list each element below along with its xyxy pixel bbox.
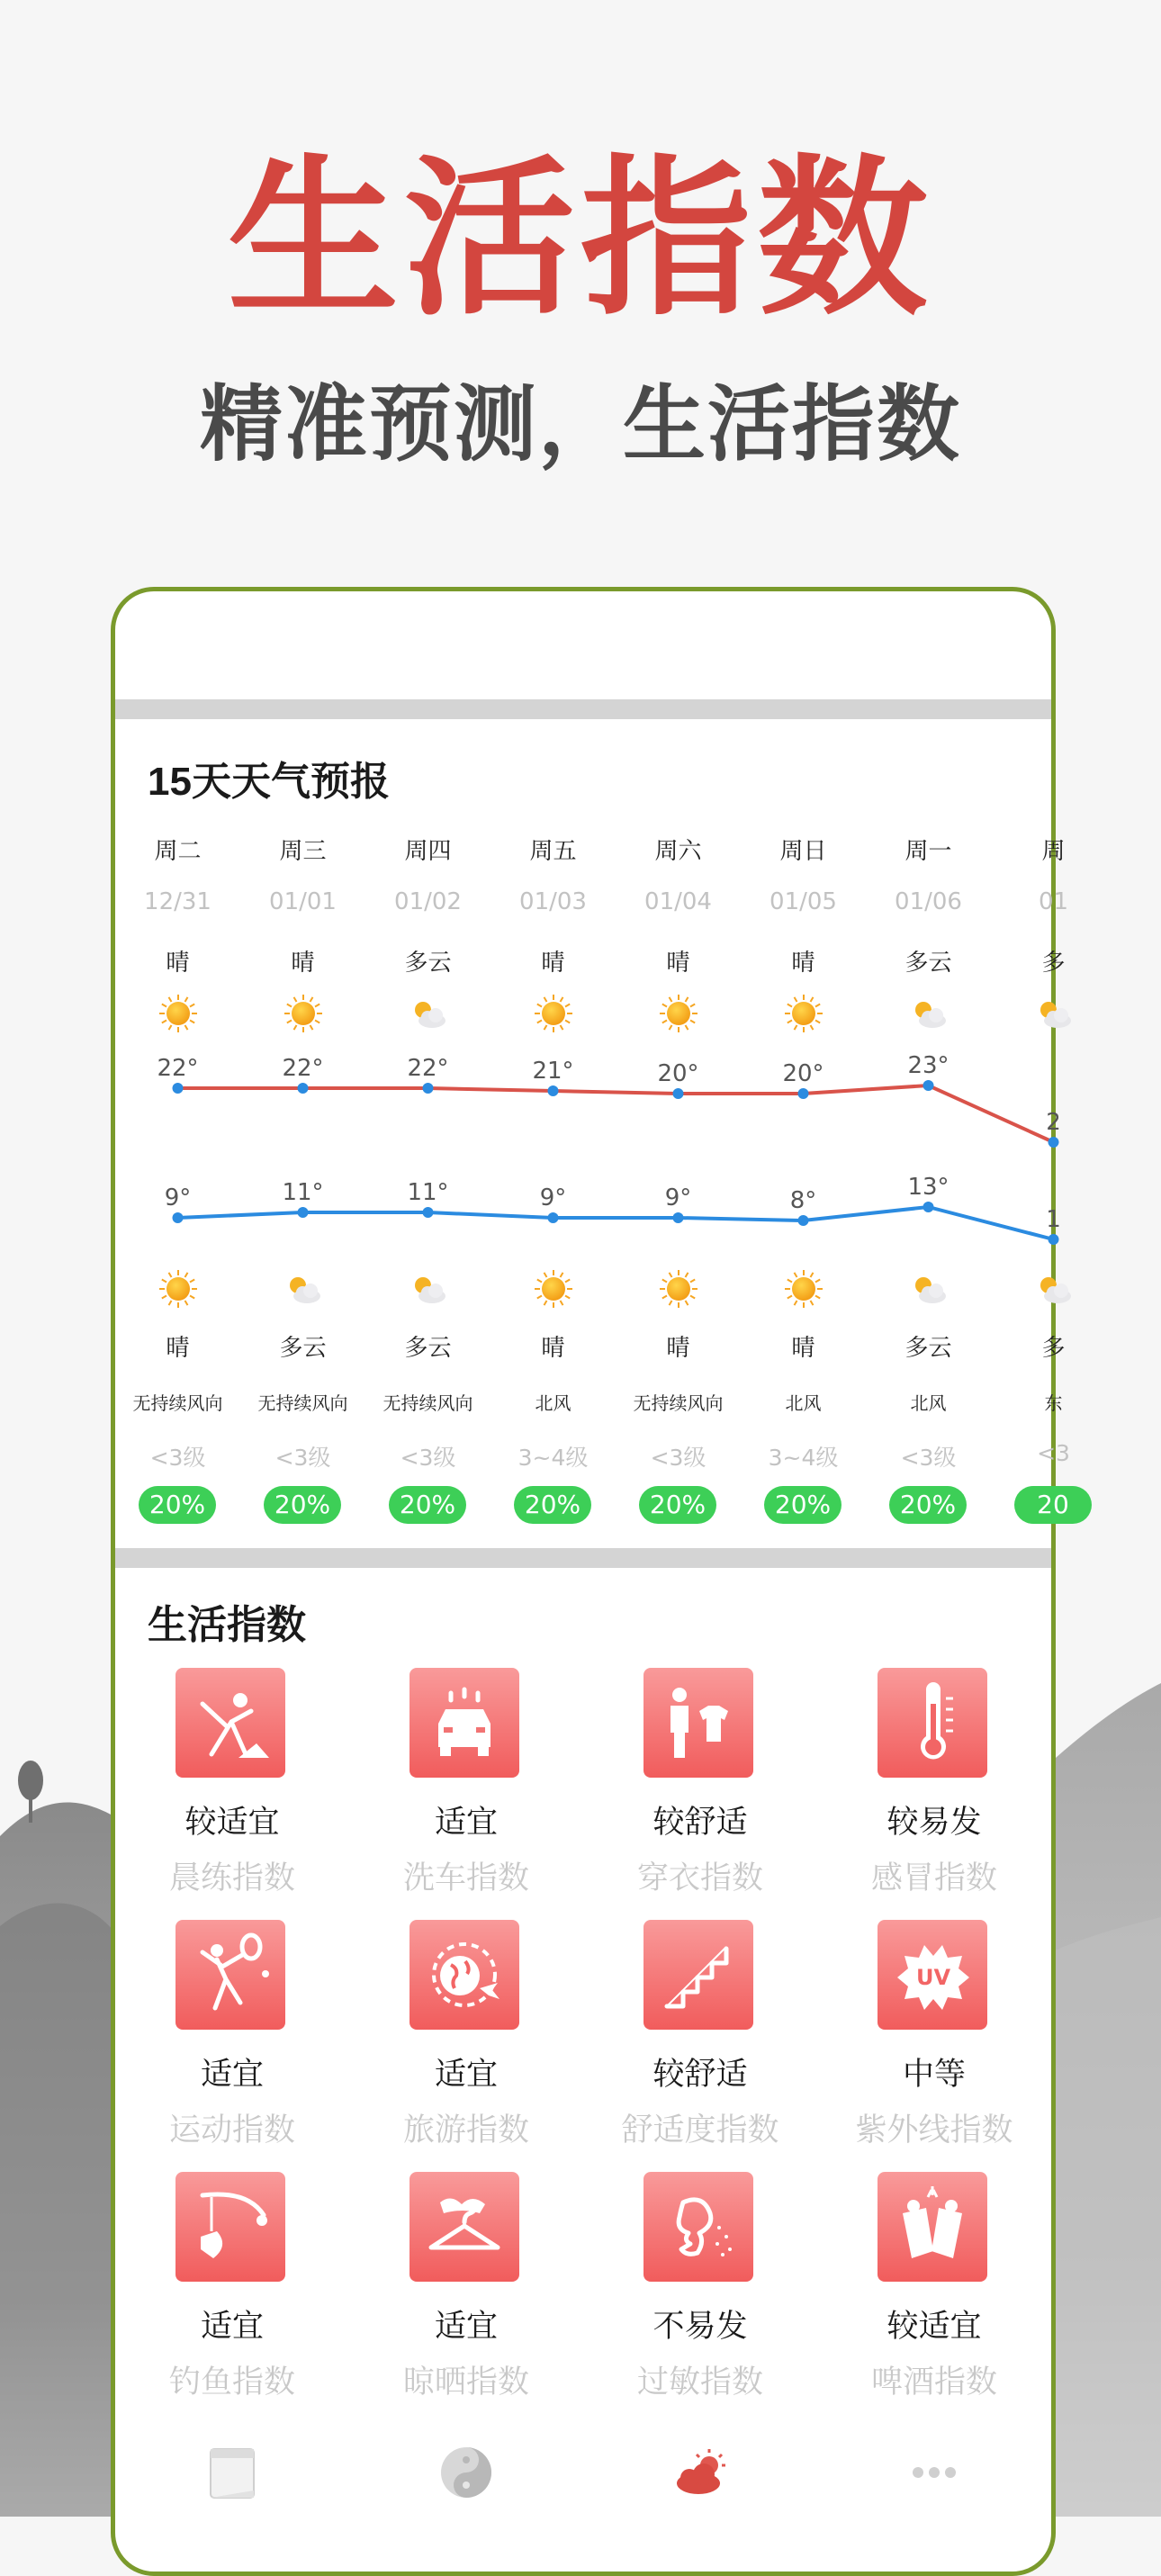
weekday-label: 周五 bbox=[529, 838, 577, 865]
date-label: 01/04 bbox=[644, 888, 712, 915]
sun-icon bbox=[283, 993, 324, 1034]
life-index-item[interactable] bbox=[583, 1920, 817, 2172]
wind-direction: 无持续风向 bbox=[132, 1392, 223, 1414]
sun-icon bbox=[783, 993, 824, 1034]
aqi-badge: 20% bbox=[514, 1486, 591, 1524]
life-index-value: 中等 bbox=[902, 2057, 966, 2093]
wind-level: <3级 bbox=[900, 1445, 957, 1471]
life-index-name: 洗车指数 bbox=[402, 1860, 529, 1896]
aqi-badge: 20% bbox=[139, 1486, 216, 1524]
sport-icon bbox=[176, 1920, 285, 2030]
wind-direction: 无持续风向 bbox=[633, 1392, 724, 1414]
life-index-value: 较适宜 bbox=[184, 1805, 280, 1841]
wind-direction: 北风 bbox=[535, 1392, 572, 1414]
day-condition: 晴 bbox=[791, 950, 815, 977]
wind-level: <3 bbox=[1037, 1440, 1070, 1466]
partly-cloudy-icon bbox=[908, 993, 950, 1034]
low-temp-label: 11° bbox=[407, 1179, 449, 1206]
weekday-label: 周三 bbox=[279, 838, 327, 865]
forecast-day bbox=[365, 591, 490, 1581]
low-temp-label: 1 bbox=[1046, 1206, 1061, 1233]
life-index-item[interactable] bbox=[583, 2172, 817, 2424]
forecast-day bbox=[240, 591, 365, 1581]
sun-icon bbox=[158, 1268, 199, 1310]
drying-icon bbox=[410, 2172, 519, 2282]
forecast-day bbox=[490, 591, 616, 1581]
low-temp-label: 11° bbox=[282, 1179, 324, 1206]
day-condition: 多 bbox=[1041, 950, 1066, 977]
sun-icon bbox=[158, 993, 199, 1034]
high-temp-label: 21° bbox=[532, 1058, 574, 1085]
partly-cloudy-icon bbox=[408, 1268, 449, 1310]
high-temp-label: 22° bbox=[282, 1055, 324, 1082]
life-index-value: 较舒适 bbox=[652, 2057, 748, 2093]
life-index-value: 较舒适 bbox=[652, 1805, 748, 1841]
night-condition: 晴 bbox=[166, 1335, 190, 1362]
wind-direction: 东 bbox=[1044, 1392, 1063, 1414]
partly-cloudy-icon bbox=[283, 1268, 324, 1310]
weekday-label: 周日 bbox=[779, 838, 827, 865]
life-index-name: 感冒指数 bbox=[870, 1860, 997, 1896]
forecast-day bbox=[991, 591, 1116, 1581]
weather-icon[interactable] bbox=[664, 2436, 736, 2508]
fishing-icon bbox=[176, 2172, 285, 2282]
weekday-label: 周二 bbox=[154, 838, 202, 865]
forecast-day bbox=[115, 591, 240, 1581]
wind-level: 3~4级 bbox=[768, 1445, 839, 1471]
promo-title: 生活指数 bbox=[227, 138, 933, 338]
wind-direction: 北风 bbox=[910, 1392, 947, 1414]
low-temp-label: 9° bbox=[539, 1184, 567, 1211]
life-index-value: 适宜 bbox=[200, 2309, 264, 2345]
forecast-day bbox=[616, 591, 741, 1581]
partly-cloudy-icon bbox=[1033, 993, 1075, 1034]
wind-level: 3~4级 bbox=[518, 1445, 589, 1471]
life-index-value: 适宜 bbox=[434, 2309, 498, 2345]
wind-direction: 无持续风向 bbox=[382, 1392, 473, 1414]
forecast-title: 15天天气预报 bbox=[148, 760, 390, 804]
travel-icon bbox=[410, 1920, 519, 2030]
life-index-item[interactable] bbox=[115, 2172, 349, 2424]
aqi-badge: 20 bbox=[1014, 1486, 1092, 1524]
sun-icon bbox=[783, 1268, 824, 1310]
night-condition: 晴 bbox=[541, 1335, 565, 1362]
life-index-item[interactable] bbox=[817, 1920, 1051, 2172]
life-index-title: 生活指数 bbox=[148, 1603, 306, 1647]
partly-cloudy-icon bbox=[1033, 1268, 1075, 1310]
sun-icon bbox=[533, 1268, 574, 1310]
wind-direction: 北风 bbox=[785, 1392, 822, 1414]
allergy-icon bbox=[644, 2172, 753, 2282]
high-temp-label: 23° bbox=[907, 1052, 950, 1079]
low-temp-label: 9° bbox=[664, 1184, 692, 1211]
life-index-item[interactable] bbox=[817, 2172, 1051, 2424]
weekday-label: 周四 bbox=[404, 838, 452, 865]
yin-yang-icon[interactable] bbox=[430, 2436, 502, 2508]
night-condition: 多 bbox=[1041, 1335, 1066, 1362]
life-index-item[interactable] bbox=[349, 1668, 583, 1920]
life-index-name: 晨练指数 bbox=[168, 1860, 295, 1896]
date-label: 12/31 bbox=[144, 888, 212, 915]
life-index-name: 运动指数 bbox=[168, 2112, 295, 2148]
more-icon[interactable] bbox=[898, 2436, 970, 2508]
night-condition: 晴 bbox=[791, 1335, 815, 1362]
phone-screen bbox=[111, 587, 1070, 2576]
wind-level: <3级 bbox=[149, 1445, 206, 1471]
life-index-item[interactable] bbox=[583, 1668, 817, 1920]
life-index-name: 过敏指数 bbox=[636, 2364, 763, 2400]
beer-icon bbox=[878, 2172, 987, 2282]
wind-level: <3级 bbox=[274, 1445, 331, 1471]
weekday-label: 周一 bbox=[904, 838, 952, 865]
low-temp-label: 9° bbox=[164, 1184, 192, 1211]
weekday-label: 周 bbox=[1041, 838, 1066, 865]
low-temp-label: 8° bbox=[789, 1187, 817, 1214]
wind-level: <3级 bbox=[650, 1445, 706, 1471]
life-index-name: 啤酒指数 bbox=[870, 2364, 997, 2400]
forecast-day bbox=[866, 591, 991, 1581]
day-condition: 晴 bbox=[666, 950, 690, 977]
low-temp-label: 13° bbox=[907, 1174, 950, 1201]
life-index-item[interactable] bbox=[817, 1668, 1051, 1920]
life-index-value: 适宜 bbox=[434, 1805, 498, 1841]
date-label: 01/01 bbox=[269, 888, 337, 915]
life-index-item[interactable] bbox=[115, 1920, 349, 2172]
day-condition: 晴 bbox=[166, 950, 190, 977]
aqi-badge: 20% bbox=[889, 1486, 967, 1524]
forecast-day bbox=[741, 591, 866, 1581]
section-divider bbox=[115, 1548, 1051, 1568]
partly-cloudy-icon bbox=[408, 993, 449, 1034]
date-label: 01 bbox=[1038, 888, 1069, 915]
sun-icon bbox=[533, 993, 574, 1034]
day-condition: 晴 bbox=[541, 950, 565, 977]
partly-cloudy-icon bbox=[908, 1268, 950, 1310]
sun-icon bbox=[658, 993, 699, 1034]
weekday-label: 周六 bbox=[654, 838, 702, 865]
day-condition: 晴 bbox=[291, 950, 315, 977]
svg-text:UV: UV bbox=[915, 1965, 951, 1990]
thermometer-icon bbox=[878, 1668, 987, 1778]
aqi-badge: 20% bbox=[389, 1486, 466, 1524]
life-index-value: 较适宜 bbox=[886, 2309, 982, 2345]
life-index-name: 紫外线指数 bbox=[855, 2112, 1013, 2148]
morning-exercise-icon bbox=[176, 1668, 285, 1778]
high-temp-label: 22° bbox=[407, 1055, 449, 1082]
life-index-item[interactable] bbox=[349, 2172, 583, 2424]
life-index-name: 穿衣指数 bbox=[636, 1860, 763, 1896]
night-condition: 多云 bbox=[904, 1335, 952, 1362]
life-index-name: 舒适度指数 bbox=[621, 2112, 779, 2148]
night-condition: 多云 bbox=[279, 1335, 327, 1362]
sun-icon bbox=[658, 1268, 699, 1310]
life-index-value: 不易发 bbox=[652, 2309, 748, 2345]
forecast-panel[interactable] bbox=[115, 591, 1070, 1581]
day-condition: 多云 bbox=[404, 950, 452, 977]
car-wash-icon bbox=[410, 1668, 519, 1778]
uv-icon bbox=[878, 1920, 987, 2030]
night-condition: 多云 bbox=[404, 1335, 452, 1362]
stairs-icon bbox=[644, 1920, 753, 2030]
aqi-badge: 20% bbox=[764, 1486, 842, 1524]
high-temp-label: 2 bbox=[1046, 1109, 1061, 1136]
night-condition: 晴 bbox=[666, 1335, 690, 1362]
date-label: 01/02 bbox=[394, 888, 462, 915]
date-label: 01/05 bbox=[770, 888, 837, 915]
high-temp-label: 22° bbox=[157, 1055, 199, 1082]
life-index-item[interactable] bbox=[349, 1920, 583, 2172]
tab-bar bbox=[115, 2418, 1051, 2526]
life-index-value: 适宜 bbox=[200, 2057, 264, 2093]
life-index-name: 旅游指数 bbox=[402, 2112, 529, 2148]
day-condition: 多云 bbox=[904, 950, 952, 977]
high-temp-label: 20° bbox=[782, 1060, 824, 1087]
life-index-value: 较易发 bbox=[886, 1805, 982, 1841]
life-index-value: 适宜 bbox=[434, 2057, 498, 2093]
promo-subtitle: 精准预测，生活指数 bbox=[199, 375, 961, 473]
date-label: 01/06 bbox=[895, 888, 962, 915]
high-temp-label: 20° bbox=[657, 1060, 699, 1087]
calendar-icon[interactable] bbox=[196, 2436, 268, 2508]
date-label: 01/03 bbox=[519, 888, 587, 915]
life-index-name: 晾晒指数 bbox=[402, 2364, 529, 2400]
aqi-badge: 20% bbox=[639, 1486, 716, 1524]
wind-direction: 无持续风向 bbox=[257, 1392, 348, 1414]
aqi-badge: 20% bbox=[264, 1486, 341, 1524]
life-index-item[interactable] bbox=[115, 1668, 349, 1920]
dressing-icon bbox=[644, 1668, 753, 1778]
wind-level: <3级 bbox=[400, 1445, 456, 1471]
life-index-name: 钓鱼指数 bbox=[168, 2364, 295, 2400]
